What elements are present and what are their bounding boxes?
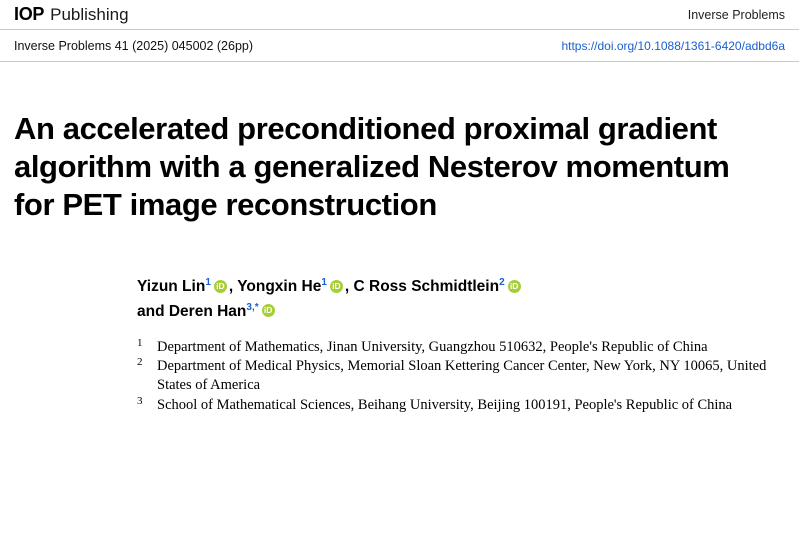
- affiliation-item: [137, 396, 767, 415]
- affiliation-item: [137, 357, 767, 396]
- author-affil-marker-3: 2: [499, 277, 505, 289]
- affiliation-text: School of Mathematical Sciences, Beihang University, Beijing 100191, People's Republic of China: [157, 396, 733, 413]
- author-name-3: , C Ross Schmidtlein: [344, 278, 500, 296]
- author-list: [137, 275, 737, 323]
- citation-reference: Inverse Problems 41 (2025) 045002 (26pp): [14, 38, 254, 53]
- page-title: An accelerated preconditioned proximal gradient algorithm with a generalized Nesterov momentum for PET image reconstruction: [14, 111, 730, 222]
- author-name-4: and Deren Han: [137, 302, 247, 320]
- author-name-2: , Yongxin He: [228, 278, 322, 296]
- publisher-header: [0, 0, 799, 30]
- author-affil-marker-2: 1: [321, 277, 327, 289]
- affiliation-text: Department of Mathematics, Jinan University, Guangzhou 510632, People's Republic of China: [157, 338, 708, 355]
- affiliation-list: [137, 338, 767, 415]
- orcid-icon[interactable]: [508, 280, 521, 293]
- affiliation-item: [137, 338, 767, 357]
- affiliation-text: Department of Medical Physics, Memorial Sloan Kettering Cancer Center, New York, NY 10065, United States of America: [157, 358, 767, 394]
- author-name-1: Yizun Lin: [137, 278, 206, 296]
- orcid-icon[interactable]: [262, 304, 275, 317]
- doi-link[interactable]: https://doi.org/10.1088/1361-6420/adbd6a: [561, 38, 785, 53]
- publisher-logo: [14, 4, 129, 25]
- orcid-icon[interactable]: [330, 280, 343, 293]
- journal-name: Inverse Problems: [687, 7, 785, 22]
- author-affil-marker-1: 1: [205, 277, 211, 289]
- citation-bar: [0, 30, 799, 62]
- affiliation-marker: 2: [137, 356, 143, 369]
- affiliation-marker: 3: [137, 394, 143, 407]
- affiliation-marker: 1: [137, 336, 143, 349]
- publisher-logo-iop: IOP: [14, 4, 45, 24]
- author-affil-marker-4: 3,*: [246, 301, 259, 313]
- publisher-logo-publishing: Publishing: [50, 5, 129, 24]
- orcid-icon[interactable]: [214, 280, 227, 293]
